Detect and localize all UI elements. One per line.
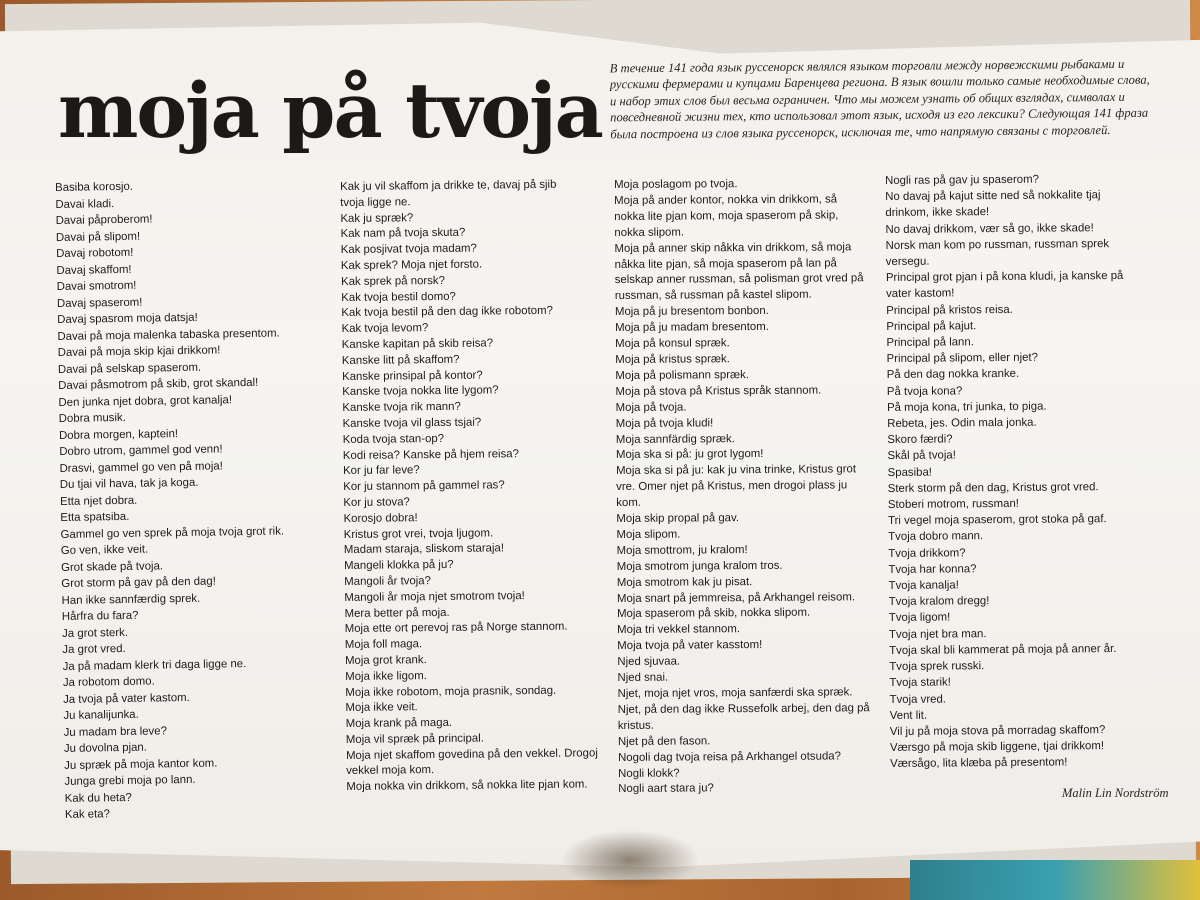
phrase-line: Mangoli år tvoja? <box>344 574 432 588</box>
phrase-line: Etta njet dobra. <box>59 494 138 508</box>
phrase-line: Madam staraja, sliskom staraja! <box>343 542 505 557</box>
phrase-line: Kanske prinsipal på kontor? <box>341 369 483 383</box>
phrase-line: Kak posjivat tvoja madam? <box>340 242 477 257</box>
phrase-line: Kor ju far leve? <box>342 464 420 478</box>
phrase-line: Kak nam på tvoja skuta? <box>340 227 466 241</box>
phrase-line: Grot storm på gav på den dag! <box>61 575 216 590</box>
phrase-line: Kristus grot vrei, tvoja ljugom. <box>343 526 494 541</box>
phrase-line: Tri vegel moja spaserom, grot stoka på gaf. <box>887 513 1107 528</box>
phrase-line: Koda tvoja stan-op? <box>342 432 445 446</box>
phrase-line: nåkka lite pjan, så moja spaserom på lan på <box>614 256 837 271</box>
phrase-line: Kak tvoja bestil på den dag ikke robotom? <box>341 305 553 320</box>
phrase-line: Basiba korosjo. <box>55 180 134 194</box>
phrase-line: Gammel go ven sprek på moja tvoja grot rik. <box>60 524 285 541</box>
phrase-line: Dobra morgen, kaptein! <box>58 427 179 442</box>
page-title: moja på tvoja <box>58 66 602 155</box>
phrase-line: Moja smotrom junga kralom tros. <box>616 559 783 573</box>
phrase-line: Davai kladi. <box>55 197 115 211</box>
phrase-line: Tvoja starik! <box>889 676 951 690</box>
phrase-line: Mangeli klokka på ju? <box>343 558 454 573</box>
phrase-line: Njet, moja njet vros, moja sanfærdi ska spræk. <box>617 686 853 700</box>
phrase-line: kom. <box>616 496 641 510</box>
phrase-column-4 <box>885 171 1160 773</box>
phrase-line: Moja på ju bresentom bonbon. <box>614 305 769 319</box>
phrase-line: No davaj på kajut sitte ned så nokkalite tjaj <box>885 189 1101 204</box>
phrase-line: Kanske tvoja nokka lite lygom? <box>342 384 499 399</box>
phrase-line: Kanske litt på skaffom? <box>341 353 460 367</box>
phrase-line: Ja tvoja på vater kastom. <box>63 691 190 706</box>
phrase-line: Principal grot pjan i på kona kludi, ja kanske på <box>885 270 1124 285</box>
phrase-line: Ju spræk på moja kantor kom. <box>64 757 218 772</box>
phrase-line: Tvoja dobro mann. <box>888 530 984 544</box>
phrase-line: nokka slipom. <box>614 226 685 239</box>
phrase-line: Vil ju på moja stova på morradag skaffom? <box>889 724 1106 738</box>
phrase-line: Davai på slipom! <box>55 230 141 244</box>
phrase-line: Drasvi, gammel go ven på moja! <box>59 459 223 475</box>
phrase-line: Moja njet skaffom govedina på den vekkel. Drogoj <box>345 747 598 762</box>
phrase-line: Ja grot sterk. <box>62 626 129 640</box>
phrase-line: Kak ju vil skaffom ja drikke te, davaj på sjib <box>340 178 557 193</box>
phrase-line: Davai smotrom! <box>56 279 137 293</box>
phrase-line: Nogli klokk? <box>618 767 680 780</box>
phrase-line: tvoja ligge ne. <box>340 196 411 209</box>
phrase-line: Principal på lann. <box>886 336 974 350</box>
phrase-line: Ju kanalijunka. <box>63 708 139 722</box>
phrase-line: Go ven, ikke veit. <box>60 543 149 557</box>
phrase-line: nokka lite pjan kom, moja spaserom på skip, <box>614 209 839 223</box>
phrase-line: Moja sannfärdig spræk. <box>615 432 735 446</box>
phrase-line: Davai påsmotrom på skib, grot skandal! <box>58 376 259 392</box>
phrase-line: Nogoli dag tvoja reisa på Arkhangel otsuda? <box>618 750 841 764</box>
phrase-line: Moja på tvoja kludi! <box>615 416 714 430</box>
phrase-line: Nogli aart stara ju? <box>618 782 714 796</box>
phrase-line: Moja på ju madam bresentom. <box>615 321 769 335</box>
phrase-line: Moja poslagom po tvoja. <box>614 178 738 191</box>
phrase-line: Moja ikke robotom, moja prasnik, sondag. <box>345 684 557 699</box>
phrase-line: Kanske tvoja rik mann? <box>342 400 461 415</box>
phrase-line: Tvoja kanalja! <box>888 579 959 593</box>
phrase-line: Moja ette ort perevoj ras på Norge stannom. <box>344 620 568 636</box>
phrase-line: Tvoja har konna? <box>888 563 977 576</box>
phrase-line: Ju dovolna pjan. <box>63 741 147 755</box>
phrase-line: Davaj skaffom! <box>56 263 132 277</box>
phrase-line: Tvoja ligom! <box>888 611 951 625</box>
phrase-line: Moja smotrom kak ju pisat. <box>616 575 753 589</box>
phrase-line: Skoro færdi? <box>887 433 953 447</box>
phrase-line: Han ikke sannfærdig sprek. <box>61 592 201 607</box>
phrase-line: selskap anner russman, så polisman grot vred på <box>614 272 864 287</box>
phrase-line: Moja på polismann spræk. <box>615 368 750 382</box>
phrase-line: Tvoja sprek russki. <box>889 660 985 674</box>
author-signature: Malin Lin Nordström <box>1062 786 1169 800</box>
phrase-line: Principal på slipom, eller njet? <box>886 351 1038 366</box>
phrase-line: Dobra musik. <box>58 411 126 425</box>
phrase-column-3 <box>614 176 888 798</box>
phrase-line: Moja på ander kontor, nokka vin drikkom, så <box>614 193 838 207</box>
phrase-line: Moja ska si på: ju grot lygom! <box>615 448 764 462</box>
phrase-line: Moja på stova på Kristus språk stannom. <box>615 384 822 398</box>
phrase-line: Moja nokka vin drikkom, så nokka lite pjan kom. <box>346 778 588 794</box>
phrase-line: Kak eta? <box>64 808 111 821</box>
phrase-line: Moja ikke veit. <box>345 701 418 715</box>
phrase-line: russman, så russman på kastel slipom. <box>614 288 812 303</box>
phrase-line: No davaj drikkom, vær så go, ikke skade! <box>885 221 1094 236</box>
phrase-line: Ja grot vred. <box>62 642 126 656</box>
phrase-line: Kanske kapitan på skib reisa? <box>341 337 494 351</box>
phrase-line: Ja robotom domo. <box>62 675 155 689</box>
book-corner <box>910 860 1200 900</box>
phrase-line: Kodi reisa? Kanske på hjem reisa? <box>342 447 519 462</box>
phrase-line: Tvoja skal bli kammerat på moja på anner år. <box>889 642 1117 657</box>
phrase-line: Kak tvoja bestil domo? <box>341 290 456 304</box>
phrase-line: Kak sprek? Moja njet forsto. <box>340 258 483 272</box>
phrase-line: Moja vil spræk på principal. <box>345 732 484 746</box>
phrase-line: Davai på moja skip kjai drikkom! <box>57 344 221 359</box>
phrase-line: vekkel moja kom. <box>346 764 435 778</box>
phrase-line: Vent lit. <box>889 709 928 722</box>
intro-paragraph: В течение 141 года язык руссенорск являлся языком торговли между норвежскими рыбаками и русскими фермерами и купцами Баренцева региона. В язык вошли только самые необходимые слова, и набор этих слов был весьма ограничен. Что мы можем узнать об общих взглядах, символах и повседневной жизни тех, кто использовал этот язык, исходя из его лексики? Следующая 141 фраза была построена из слов языка руссенорск, исключая те, что напрямую связаны с торговлей. <box>609 56 1150 141</box>
phrase-line: Moja ikke ligom. <box>345 669 427 683</box>
phrase-line: Moja snart på jemmreisa, på Arkhangel reisom. <box>616 590 856 605</box>
phrase-line: vre. Omer njet på Kristus, men drogoi plass ju <box>616 479 848 494</box>
phrase-line: Værsågo, lita klæba på presentom! <box>890 756 1068 771</box>
phrase-line: Moja tvoja på vater kasstom! <box>617 639 763 653</box>
phrase-line: Kanske tvoja vil glass tsjai? <box>342 416 482 430</box>
phrase-line: Norsk man kom po russman, russman sprek <box>885 237 1110 252</box>
phrase-line: Njet på den fason. <box>617 735 711 748</box>
phrase-line: versegu. <box>885 255 930 269</box>
phrase-column-2 <box>340 177 611 796</box>
phrase-line: Moja ska si på ju: kak ju vina trinke, Kristus grot <box>616 463 857 478</box>
phrase-line: Kak tvoja levom? <box>341 322 429 336</box>
phrase-line: Dobro utrom, gammel god venn! <box>59 443 223 458</box>
phrase-line: kristus. <box>617 719 654 732</box>
phrase-line: Njet, på den dag ikke Russefolk arbej, den dag på <box>617 702 870 716</box>
phrase-line: Moja krank på maga. <box>345 716 453 731</box>
phrase-line: Moja smottrom, ju kralom! <box>616 543 748 557</box>
phrase-line: Davaj spasrom moja datsja! <box>57 311 198 326</box>
hand-shadow <box>560 830 700 890</box>
phrase-line: Davai påproberom! <box>55 213 153 227</box>
phrase-line: Principal på kajut. <box>886 320 977 333</box>
phrase-line: Værsgo på moja skib liggene, tjai drikkom! <box>889 740 1105 755</box>
phrase-line: Moja foll maga. <box>344 638 423 652</box>
phrase-line: Du tjai vil hava, tak ja koga. <box>59 476 199 491</box>
phrase-line: Moja på kristus spræk. <box>615 353 730 366</box>
phrase-line: Davaj spaserom! <box>56 296 143 310</box>
phrase-line: Moja på anner skip nåkka vin drikkom, så moja <box>614 240 852 255</box>
phrase-line: Stoberi motrom, russman! <box>887 497 1019 512</box>
phrase-line: Davai på selskap spaserom. <box>57 361 202 376</box>
phrase-line: Kor ju stannom på gammel ras? <box>343 479 505 494</box>
phrase-line: På den dag nokka kranke. <box>886 368 1020 382</box>
phrase-line: Kak du heta? <box>64 791 132 805</box>
phrase-line: Kak ju spræk? <box>340 211 414 225</box>
phrase-line: På tvoja kona? <box>886 384 963 398</box>
phrase-line: Moja på tvoja. <box>615 401 687 414</box>
phrase-line: Moja på konsul spræk. <box>615 337 730 351</box>
phrase-line: Mera better på moja. <box>344 606 450 620</box>
phrase-line: Principal på kristos reisa. <box>886 303 1013 317</box>
phrase-line: vater kastom! <box>886 287 955 301</box>
phrase-column-1 <box>55 176 335 824</box>
phrase-line: Davai på moja malenka tabaska presentom. <box>57 326 280 343</box>
phrase-line: Ja på madam klerk tri daga ligge ne. <box>62 657 247 673</box>
phrase-line: Tvoja drikkom? <box>888 546 966 560</box>
phrase-line: Kor ju stova? <box>343 496 410 509</box>
phrase-line: Ju madam bra leve? <box>63 724 167 739</box>
phrase-line: Njed snai. <box>617 671 669 685</box>
phrase-line: Moja skip propal på gav. <box>616 512 740 526</box>
phrase-line: Moja grot krank. <box>344 654 427 667</box>
phrase-line: Den junka njet dobra, grot kanalja! <box>58 393 233 409</box>
phrase-line: Skål på tvoja! <box>887 449 956 463</box>
phrase-line: Moja slipom. <box>616 528 681 541</box>
phrase-line: Njed sjuvaa. <box>617 655 681 669</box>
phrase-line: Tvoja kralom dregg! <box>888 595 990 609</box>
phrase-line: Etta spatsiba. <box>60 510 130 524</box>
phrase-line: Sterk storm på den dag, Kristus grot vred. <box>887 481 1099 495</box>
phrase-line: Kak sprek på norsk? <box>341 274 445 288</box>
phrase-line: Grot skade på tvoja. <box>60 559 164 574</box>
phrase-line: Junga grebi moja po lann. <box>64 773 196 788</box>
phrase-line: drinkom, ikke skade! <box>885 206 990 220</box>
phrase-line: Davaj robotom! <box>56 246 134 260</box>
phrase-line: Hårfra du fara? <box>61 609 139 623</box>
phrase-line: Tvoja njet bra man. <box>888 627 987 641</box>
phrase-line: Korosjo dobra! <box>343 511 418 525</box>
phrase-line: Mangoli år moja njet smotrom tvoja! <box>344 589 525 604</box>
phrase-line: Moja tri vekkel stannom. <box>617 623 741 637</box>
phrase-line: Moja spaserom på skib, nokka slipom. <box>617 607 811 621</box>
phrase-line: På moja kona, tri junka, to piga. <box>886 400 1047 414</box>
phrase-line: Rebeta, jes. Odin mala jonka. <box>887 416 1037 431</box>
phrase-line: Nogli ras på gav ju spaserom? <box>885 173 1039 187</box>
phrase-line: Tvoja vred. <box>889 692 946 706</box>
phrase-line: Spasiba! <box>887 466 932 479</box>
